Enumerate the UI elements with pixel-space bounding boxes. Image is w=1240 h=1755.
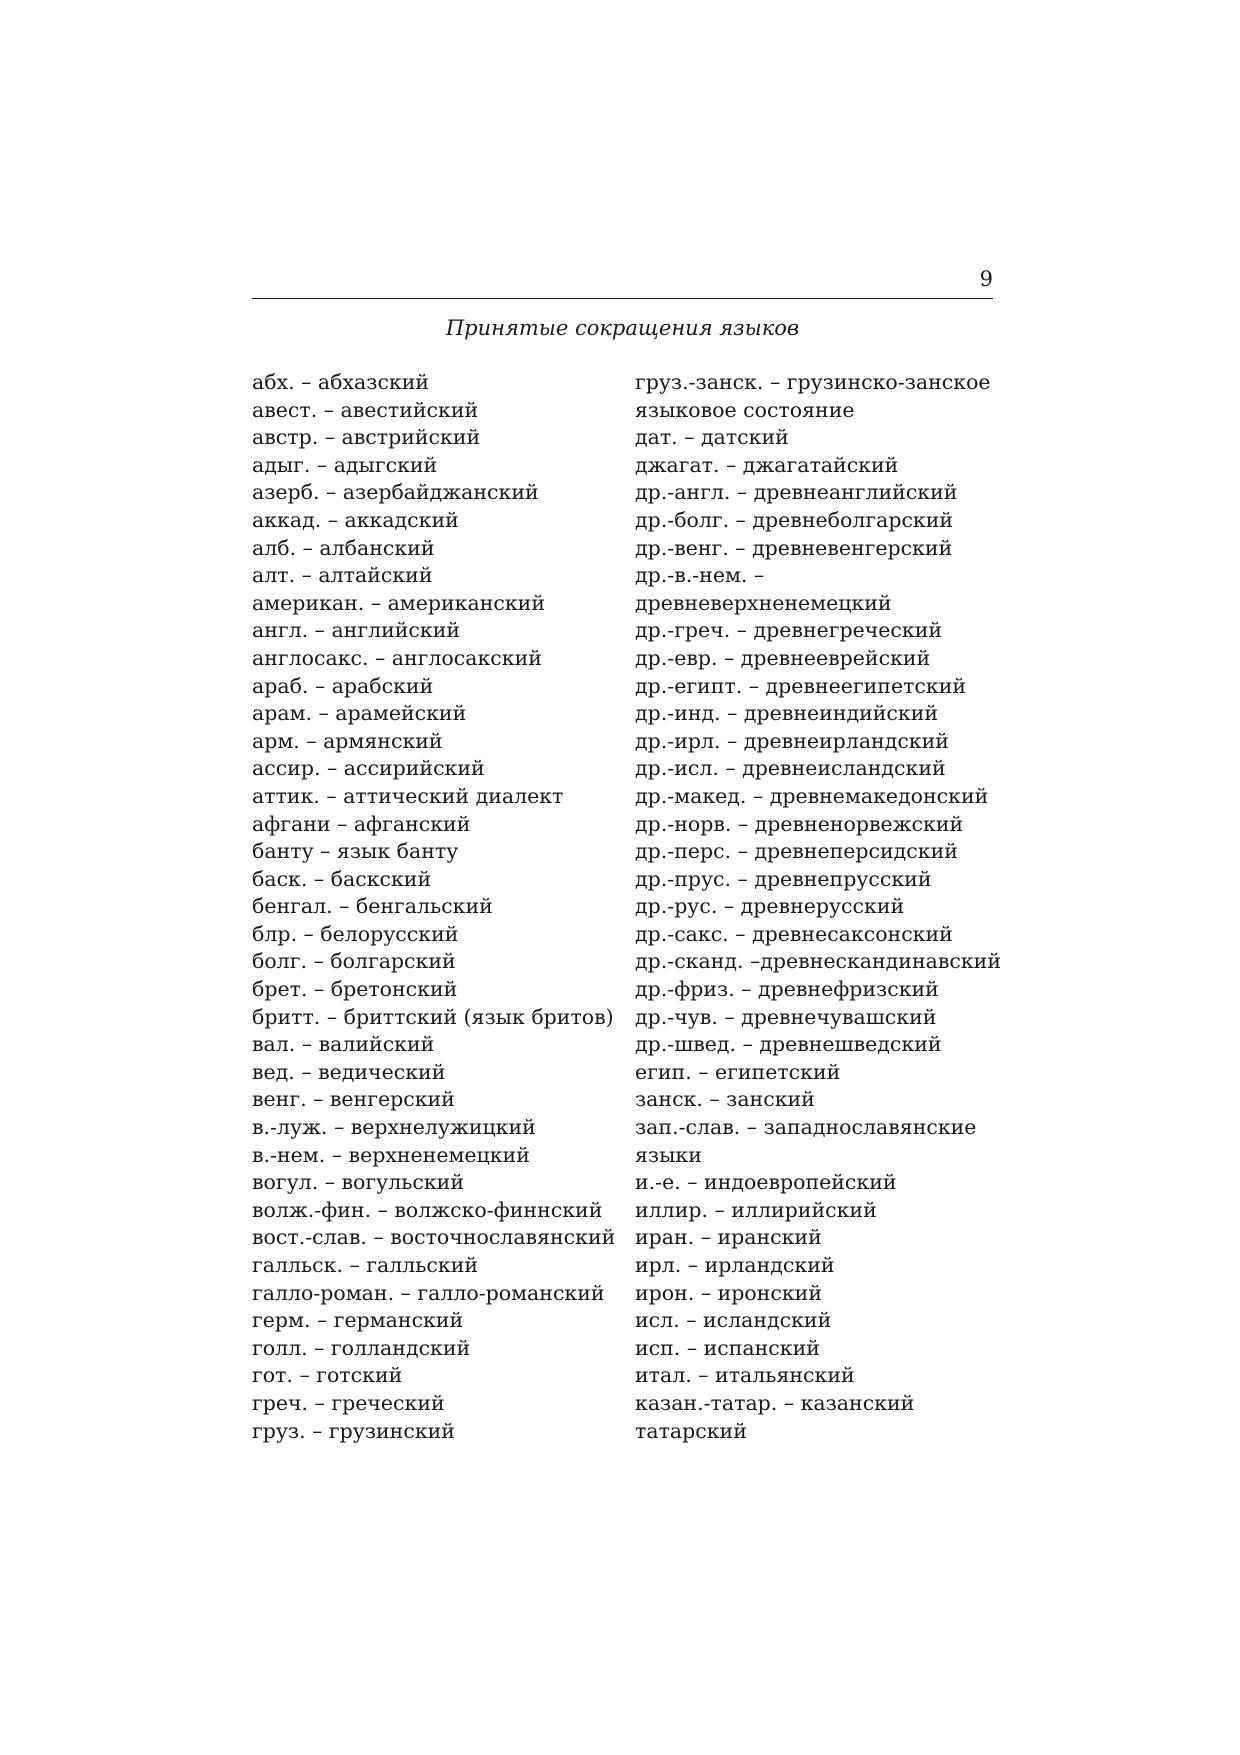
abbreviation-entry: аттик. – аттический диалект bbox=[252, 783, 564, 808]
abbreviation-entry: греч. – греческий bbox=[252, 1390, 445, 1415]
abbreviation-entry: венг. – венгерский bbox=[252, 1087, 455, 1112]
abbreviation-entry: бенгал. – бенгальский bbox=[252, 894, 493, 919]
abbreviation-entry: др.-болг. – древнеболгарский bbox=[635, 507, 954, 532]
abbreviation-entry: алт. – алтайский bbox=[252, 563, 433, 588]
abbreviation-entry: волж.-фин. – волжско-финнский bbox=[252, 1197, 603, 1222]
abbreviation-entry: др.-греч. – древнегреческий bbox=[635, 618, 943, 643]
abbreviation-entry: в.-луж. – верхнелужицкий bbox=[252, 1115, 536, 1140]
abbreviation-entry: татарский bbox=[635, 1418, 747, 1443]
abbreviation-entry: азерб. – азербайджанский bbox=[252, 480, 539, 505]
abbreviation-entry: абх. – абхазский bbox=[252, 370, 430, 394]
abbreviation-entry: в.-нем. – верхненемецкий bbox=[252, 1142, 530, 1167]
abbreviation-entry: иллир. – иллирийский bbox=[635, 1197, 877, 1222]
header-rule bbox=[252, 298, 993, 299]
abbreviation-entry: джагат. – джагатайский bbox=[635, 452, 899, 477]
abbreviation-entry: дат. – датский bbox=[635, 425, 789, 450]
abbreviation-entry: вогул. – вогульский bbox=[252, 1170, 464, 1195]
abbreviation-entry: австр. – австрийский bbox=[252, 425, 481, 450]
abbreviation-entry: егип. – египетский bbox=[635, 1059, 841, 1084]
abbreviation-entry: др.-англ. – древнеанглийский bbox=[635, 480, 958, 505]
abbreviation-entry: вал. – валийский bbox=[252, 1032, 435, 1057]
abbreviation-entry: др.-швед. – древнешведский bbox=[635, 1032, 942, 1057]
abbreviation-entry: болг. – болгарский bbox=[252, 949, 456, 974]
abbreviation-entry: ирл. – ирландский bbox=[635, 1253, 835, 1277]
abbreviation-entry: алб. – албанский bbox=[252, 535, 435, 560]
abbreviation-entry: голл. – голландский bbox=[252, 1335, 471, 1360]
abbreviation-entry: герм. – германский bbox=[252, 1308, 464, 1333]
abbreviation-entry: древневерхненемецкий bbox=[635, 590, 892, 615]
abbreviation-entry: вед. – ведический bbox=[252, 1059, 446, 1084]
abbreviation-entry: ассир. – ассирийский bbox=[252, 756, 485, 781]
abbreviation-entry: галло-роман. – галло-романский bbox=[252, 1280, 605, 1305]
abbreviation-entry: галльск. – галльский bbox=[252, 1253, 479, 1277]
abbreviation-entry: англ. – английский bbox=[252, 618, 461, 643]
abbreviation-entry: араб. – арабский bbox=[252, 673, 434, 698]
abbreviation-entry: зап.-слав. – западнославянские bbox=[635, 1115, 977, 1140]
abbreviation-entry: вост.-слав. – восточнославянский bbox=[252, 1225, 616, 1250]
abbreviation-entry: др.-фриз. – древнефризский bbox=[635, 977, 939, 1002]
abbreviations-left-column bbox=[252, 369, 622, 1445]
abbreviation-entry: исл. – исландский bbox=[635, 1308, 832, 1333]
abbreviation-entry: ирон. – иронский bbox=[635, 1280, 823, 1305]
abbreviation-entry: блр. – белорусский bbox=[252, 921, 459, 946]
abbreviation-entry: груз. – грузинский bbox=[252, 1418, 455, 1443]
abbreviation-entry: языковое состояние bbox=[635, 397, 855, 422]
abbreviation-entry: др.-евр. – древнееврейский bbox=[635, 645, 931, 670]
abbreviation-entry: др.-в.-нем. – bbox=[635, 563, 765, 588]
abbreviation-entry: др.-сакс. – древнесаксонский bbox=[635, 921, 953, 946]
abbreviation-entry: адыг. – адыгский bbox=[252, 452, 438, 477]
section-title: Принятые сокращения языков bbox=[445, 316, 800, 340]
abbreviation-entry: др.-ирл. – древнеирландский bbox=[635, 728, 949, 753]
abbreviation-entry: брет. – бретонский bbox=[252, 977, 458, 1002]
abbreviation-entry: языки bbox=[635, 1142, 702, 1167]
abbreviation-entry: англосакс. – англосакский bbox=[252, 645, 542, 670]
abbreviation-entry: баск. – баскский bbox=[252, 866, 432, 891]
abbreviation-entry: гот. – готский bbox=[252, 1363, 403, 1388]
abbreviation-entry: др.-перс. – древнеперсидский bbox=[635, 839, 958, 864]
abbreviation-entry: арам. – арамейский bbox=[252, 701, 467, 726]
abbreviation-entry: др.-норв. – древненорвежский bbox=[635, 811, 964, 836]
abbreviation-entry: афгани – афганский bbox=[252, 811, 471, 836]
abbreviation-entry: занск. – занский bbox=[635, 1087, 815, 1112]
abbreviation-entry: казан.-татар. – казанский bbox=[635, 1390, 915, 1415]
abbreviation-entry: бритт. – бриттский (язык бритов) bbox=[252, 1004, 614, 1029]
abbreviation-entry: др.-египт. – древнеегипетский bbox=[635, 673, 967, 698]
abbreviation-entry: американ. – американский bbox=[252, 590, 545, 615]
abbreviation-entry: арм. – армянский bbox=[252, 728, 443, 753]
abbreviation-entry: др.-инд. – древнеиндийский bbox=[635, 701, 939, 726]
abbreviations-right-column bbox=[635, 369, 1005, 1445]
page-number: 9 bbox=[979, 267, 993, 291]
abbreviation-entry: аккад. – аккадский bbox=[252, 507, 459, 532]
abbreviation-entry: др.-прус. – древнепрусский bbox=[635, 866, 932, 891]
abbreviation-entry: др.-исл. – древнеисландский bbox=[635, 756, 946, 781]
abbreviation-entry: иран. – иранский bbox=[635, 1225, 822, 1250]
abbreviation-entry: др.-рус. – древнерусский bbox=[635, 894, 905, 919]
abbreviation-entry: др.-макед. – древнемакедонский bbox=[635, 783, 989, 808]
abbreviation-entry: и.-е. – индоевропейский bbox=[635, 1170, 897, 1195]
abbreviation-entry: итал. – итальянский bbox=[635, 1363, 855, 1388]
abbreviation-entry: авест. – авестийский bbox=[252, 397, 479, 422]
abbreviation-entry: груз.-занск. – грузинско-занское bbox=[635, 370, 991, 394]
abbreviation-entry: банту – язык банту bbox=[252, 839, 459, 864]
abbreviation-entry: др.-сканд. –древнескандинавский bbox=[635, 949, 1001, 974]
abbreviation-entry: исп. – испанский bbox=[635, 1335, 820, 1360]
abbreviation-entry: др.-венг. – древневенгерский bbox=[635, 535, 953, 560]
abbreviation-entry: др.-чув. – древнечувашский bbox=[635, 1004, 937, 1029]
